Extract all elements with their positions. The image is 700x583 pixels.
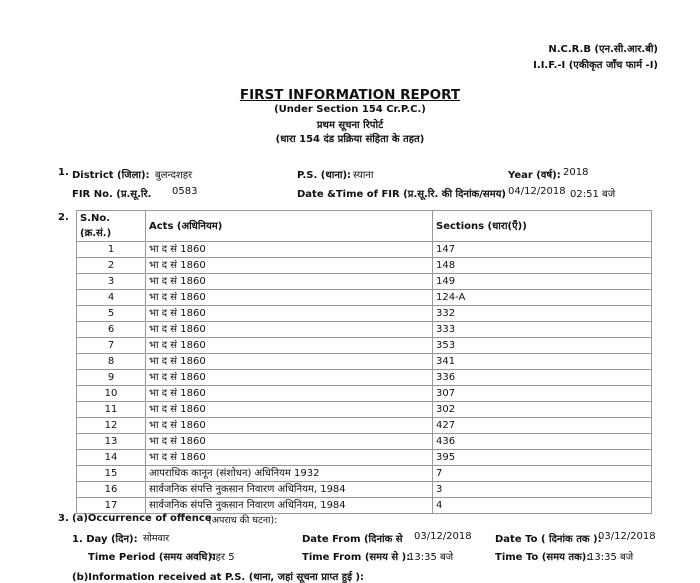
cell-section: 147	[433, 242, 652, 258]
cell-act: भा द सं 1860	[146, 418, 433, 434]
cell-section: 124-A	[433, 290, 652, 306]
table-header-row	[77, 211, 652, 242]
cell-act: आपराधिक कानून (संशोधन) अधिनियम 1932	[146, 466, 433, 482]
cell-section: 333	[433, 322, 652, 338]
cell-section: 427	[433, 418, 652, 434]
cell-section: 341	[433, 354, 652, 370]
fir-date-value: 04/12/2018	[508, 186, 566, 197]
table-row	[77, 242, 652, 258]
date-to-label: Date To ( दिनांक तक ):	[495, 534, 602, 545]
cell-act: भा द सं 1860	[146, 290, 433, 306]
iif-label: I.I.F.-I (एकीकृत जाँच फार्म -I)	[533, 60, 658, 71]
table-row	[77, 418, 652, 434]
cell-sno: 3	[77, 274, 146, 290]
cell-sno: 11	[77, 402, 146, 418]
table-row	[77, 306, 652, 322]
time-to-value: 13:35 बजे	[588, 552, 634, 563]
time-period-label: Time Period (समय अवधि):	[88, 552, 217, 563]
table-row	[77, 274, 652, 290]
cell-act: भा द सं 1860	[146, 434, 433, 450]
cell-act: भा द सं 1860	[146, 354, 433, 370]
cell-act: भा द सं 1860	[146, 370, 433, 386]
cell-act: भा द सं 1860	[146, 386, 433, 402]
time-to-label: Time To (समय तक):	[495, 552, 591, 563]
cell-sno: 2	[77, 258, 146, 274]
cell-section: 149	[433, 274, 652, 290]
cell-sno: 10	[77, 386, 146, 402]
cell-sno: 16	[77, 482, 146, 498]
cell-sno: 17	[77, 498, 146, 514]
cell-section: 395	[433, 450, 652, 466]
time-from-label: Time From (समय से ):	[302, 552, 411, 563]
cell-act: सार्वजनिक संपत्ति नुकसान निवारण अधिनियम, 1984	[146, 498, 433, 514]
cell-sno: 8	[77, 354, 146, 370]
cell-section: 332	[433, 306, 652, 322]
cell-sno: 14	[77, 450, 146, 466]
table-row	[77, 338, 652, 354]
time-period-value: पहर 5	[210, 552, 235, 563]
cell-sno: 1	[77, 242, 146, 258]
section2-number: 2.	[58, 212, 69, 223]
occurrence-label-hindi: (अपराध की घटना):	[208, 515, 278, 526]
day-value: सोमवार	[143, 533, 170, 544]
cell-section: 436	[433, 434, 652, 450]
cell-act: सार्वजनिक संपत्ति नुकसान निवारण अधिनियम, 1984	[146, 482, 433, 498]
ps-label: P.S. (थाना):	[297, 170, 352, 181]
title-sub-section: (धारा 154 दंड प्रक्रिया संहिता के तहत)	[275, 134, 425, 145]
cell-act: भा द सं 1860	[146, 450, 433, 466]
cell-sno: 12	[77, 418, 146, 434]
page-title: FIRST INFORMATION REPORT	[239, 87, 461, 103]
time-from-value: 13:35 बजे	[408, 552, 454, 563]
section3-number: 3.	[58, 513, 69, 524]
table-row	[77, 322, 652, 338]
date-from-label: Date From (दिनांक से	[302, 534, 403, 545]
information-received-label: (b)Information received at P.S. (थाना, जहां सूचना प्राप्त हुई ):	[72, 572, 365, 583]
cell-sno: 15	[77, 466, 146, 482]
cell-sno: 9	[77, 370, 146, 386]
cell-act: भा द सं 1860	[146, 322, 433, 338]
header-acts: Acts (अधिनियम)	[146, 211, 433, 242]
cell-act: भा द सं 1860	[146, 258, 433, 274]
table-row	[77, 434, 652, 450]
table-row	[77, 498, 652, 514]
table-row	[77, 482, 652, 498]
fir-date-label: Date &Time of FIR (प्र.सू.रि. की दिनांक/समय)	[297, 189, 506, 200]
ps-value: स्याना	[353, 170, 374, 181]
cell-act: भा द सं 1860	[146, 274, 433, 290]
title-sub-hindi: प्रथम सूचना रिपोर्ट	[316, 120, 384, 131]
occurrence-label: (a)Occurrence of offence	[72, 513, 212, 524]
header-sections: Sections (धारा(एँ))	[433, 211, 652, 242]
cell-sno: 5	[77, 306, 146, 322]
table-row	[77, 370, 652, 386]
date-from-value: 03/12/2018	[414, 531, 472, 542]
cell-section: 353	[433, 338, 652, 354]
table-row	[77, 386, 652, 402]
district-label: District (जिला):	[72, 170, 150, 181]
fir-value: 0583	[172, 186, 198, 197]
title-sub-english: (Under Section 154 Cr.P.C.)	[274, 104, 426, 115]
section1-number: 1.	[58, 167, 69, 178]
cell-act: भा द सं 1860	[146, 338, 433, 354]
cell-section: 307	[433, 386, 652, 402]
acts-table	[76, 210, 652, 514]
year-label: Year (वर्ष):	[508, 170, 561, 181]
district-value: बुलन्दशहर	[155, 170, 193, 181]
table-row	[77, 450, 652, 466]
cell-section: 302	[433, 402, 652, 418]
cell-sno: 13	[77, 434, 146, 450]
cell-act: भा द सं 1860	[146, 306, 433, 322]
fir-label: FIR No. (प्र.सू.रि.	[72, 189, 152, 200]
cell-sno: 6	[77, 322, 146, 338]
cell-section: 3	[433, 482, 652, 498]
table-row	[77, 258, 652, 274]
cell-act: भा द सं 1860	[146, 402, 433, 418]
cell-sno: 4	[77, 290, 146, 306]
table-row	[77, 290, 652, 306]
cell-sno: 7	[77, 338, 146, 354]
table-row	[77, 354, 652, 370]
cell-section: 336	[433, 370, 652, 386]
cell-section: 7	[433, 466, 652, 482]
cell-act: भा द सं 1860	[146, 242, 433, 258]
cell-section: 4	[433, 498, 652, 514]
fir-time-value: 02:51 बजे	[570, 189, 616, 200]
table-row	[77, 402, 652, 418]
cell-section: 148	[433, 258, 652, 274]
day-label: 1. Day (दिन):	[72, 534, 138, 545]
ncrb-label: N.C.R.B (एन.सी.आर.बी)	[548, 44, 658, 55]
year-value: 2018	[563, 167, 589, 178]
header-sno: S.No. (क्र.सं.)	[77, 211, 146, 242]
table-row	[77, 466, 652, 482]
date-to-value: 03/12/2018	[598, 531, 656, 542]
